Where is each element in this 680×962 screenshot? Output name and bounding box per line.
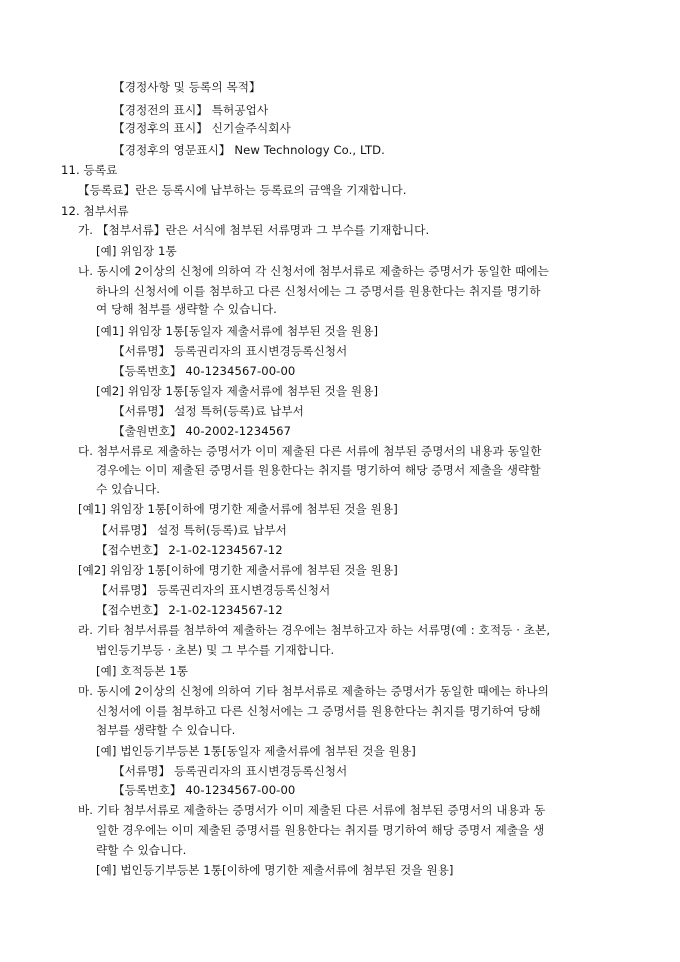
example-detail-line: 【서류명】 등록권리자의 표시변경등록신청서 [96, 583, 331, 597]
paragraph-line: 수 있습니다. [96, 482, 161, 496]
before-correction-line: 【경정전의 표시】 특허공업사 [113, 103, 269, 117]
section-heading-12: 12. 첨부서류 [61, 204, 129, 218]
item-ba: 바. 기타 첨부서류로 제출하는 증명서가 이미 제출된 다른 서류에 첨부된 증명서의 내용과 동 [78, 803, 546, 817]
example-line: [예] 호적등본 1통 [96, 664, 189, 678]
after-correction-line: 【경정후의 표시】 신기술주식회사 [113, 121, 291, 135]
example-detail-line: 【서류명】 설정 특허(등록)료 납부서 [113, 404, 304, 418]
paragraph-line: 하나의 신청서에 이를 첨부하고 다른 신청서에는 그 증명서를 원용한다는 취지를 명기하 [96, 284, 541, 298]
example-line: [예] 법인등기부등본 1통[이하에 명기한 제출서류에 첨부된 것을 원용] [96, 863, 454, 877]
example-detail-line: 【등록번호】 40-1234567-00-00 [113, 783, 296, 797]
example-detail-line: 【접수번호】 2-1-02-1234567-12 [96, 543, 283, 557]
paragraph-line: 여 당해 첨부를 생략할 수 있습니다. [96, 302, 277, 316]
item-na: 나. 동시에 2이상의 신청에 의하여 각 신청서에 첨부서류로 제출하는 증명서가 동일한 때에는 [78, 264, 549, 278]
example-line: [예2] 위임장 1통[동일자 제출서류에 첨부된 것을 원용] [96, 384, 379, 398]
example-detail-line: 【서류명】 설정 특허(등록)료 납부서 [96, 523, 287, 537]
example-line: [예] 법인등기부등본 1통[동일자 제출서류에 첨부된 것을 원용] [96, 744, 416, 758]
example-detail-line: 【등록번호】 40-1234567-00-00 [113, 364, 296, 378]
example-detail-line: 【서류명】 등록권리자의 표시변경등록신청서 [113, 344, 348, 358]
correction-purpose-line: 【경정사항 및 등록의 목적】 [113, 80, 261, 94]
paragraph-line: 략할 수 있습니다. [96, 843, 187, 857]
example-detail-line: 【서류명】 등록권리자의 표시변경등록신청서 [113, 764, 348, 778]
example-detail-line: 【출원번호】 40-2002-1234567 [113, 424, 292, 438]
paragraph-line: 신청서에 이를 첨부하고 다른 신청서에는 그 증명서를 원용한다는 취지를 명기하여 당해 [96, 704, 541, 718]
fee-paragraph: 【등록료】란은 등록시에 납부하는 등록료의 금액을 기재합니다. [78, 183, 407, 197]
example-line: [예2] 위임장 1통[이하에 명기한 제출서류에 첨부된 것을 원용] [78, 563, 398, 577]
example-line: [예] 위임장 1통 [96, 244, 177, 258]
paragraph-line: 일한 경우에는 이미 제출된 증명서를 원용한다는 취지를 명기하여 해당 증명서 제출을 생 [96, 823, 545, 837]
paragraph-line: 첨부를 생략할 수 있습니다. [96, 723, 236, 737]
item-ga: 가. 【첨부서류】란은 서식에 첨부된 서류명과 그 부수를 기재합니다. [78, 223, 430, 237]
example-line: [예1] 위임장 1통[이하에 명기한 제출서류에 첨부된 것을 원용] [78, 502, 398, 516]
item-ra: 라. 기타 첨부서류를 첨부하여 제출하는 경우에는 첨부하고자 하는 서류명(예 : 호적등 · 초본, [78, 623, 551, 637]
item-da: 다. 첨부서류로 제출하는 증명서가 이미 제출된 다른 서류에 첨부된 증명서의 내용과 동일한 [78, 444, 542, 458]
example-detail-line: 【접수번호】 2-1-02-1234567-12 [96, 603, 283, 617]
section-heading-11: 11. 등록료 [61, 163, 118, 177]
item-ma: 마. 동시에 2이상의 신청에 의하여 기타 첨부서류로 제출하는 증명서가 동일한 때에는 하나의 [78, 684, 549, 698]
after-correction-english-line: 【경정후의 영문표시】 New Technology Co., LTD. [113, 143, 385, 157]
paragraph-line: 경우에는 이미 제출된 증명서를 원용한다는 취지를 명기하여 해당 증명서 제출을 생략할 [96, 463, 541, 477]
example-line: [예1] 위임장 1통[동일자 제출서류에 첨부된 것을 원용] [96, 324, 379, 338]
paragraph-line: 법인등기부등 · 초본) 및 그 부수를 기재합니다. [96, 643, 335, 657]
